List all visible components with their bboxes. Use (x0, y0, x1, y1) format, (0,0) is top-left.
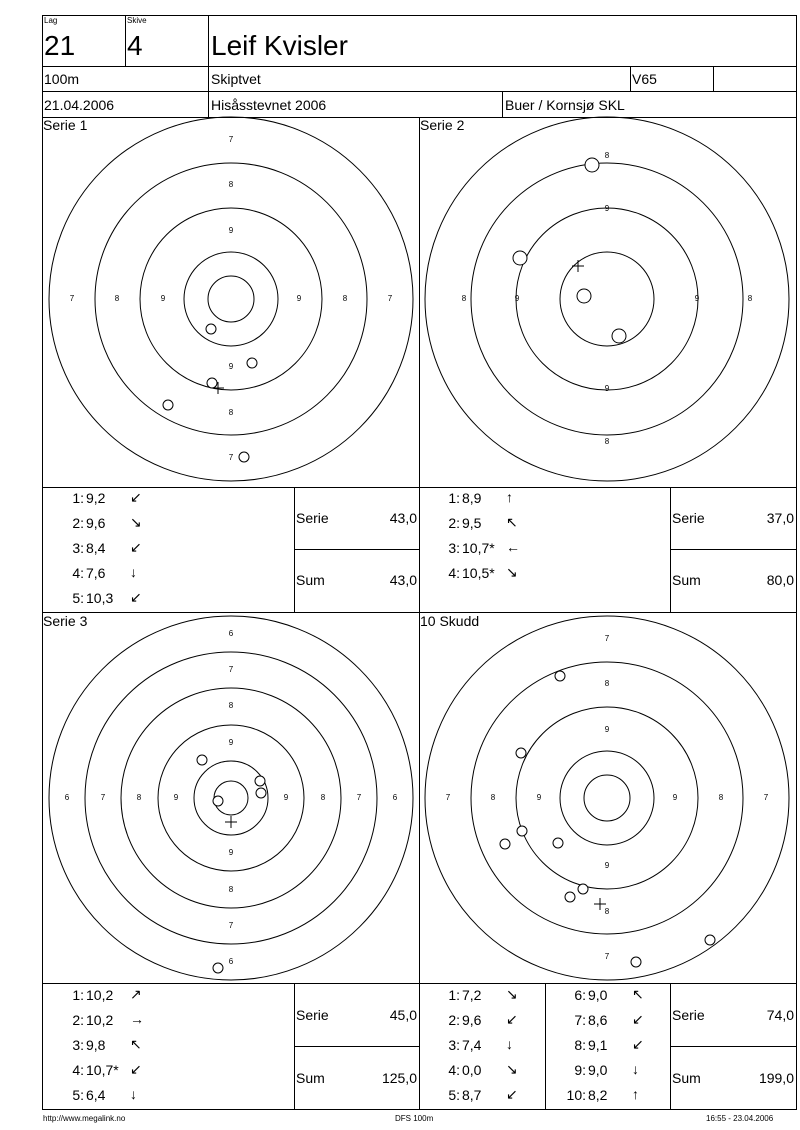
serie1-sum-label: Sum (296, 572, 325, 588)
ring-label: 8 (342, 294, 348, 304)
shot-value: 9,6 (86, 515, 106, 531)
shot-hole (206, 324, 216, 334)
target-ring (184, 252, 278, 346)
shot-direction-arrow-icon: ↗ (130, 986, 142, 1002)
ring-label: 8 (228, 408, 234, 418)
ring-label: 8 (461, 294, 467, 304)
shot-number: 3: (72, 540, 84, 556)
ring-label: 8 (228, 885, 234, 895)
shot-value: 8,2 (588, 1087, 608, 1103)
shot-hole (197, 755, 207, 765)
shot-hole (513, 251, 527, 265)
target-ring (560, 751, 654, 845)
shot-hole (256, 788, 266, 798)
shot-direction-arrow-icon: ↓ (632, 1061, 639, 1077)
ring-label: 6 (392, 793, 398, 803)
ring-label: 8 (490, 793, 496, 803)
10skudd-sum-label: Sum (672, 1070, 701, 1086)
shot-number: 4: (72, 565, 84, 581)
ring-label: 8 (604, 437, 610, 447)
target-ring (425, 616, 789, 980)
shot-direction-arrow-icon: ↘ (506, 1061, 518, 1077)
shot-direction-arrow-icon: ↙ (130, 589, 142, 605)
shot-direction-arrow-icon: ↙ (130, 1061, 142, 1077)
ring-label: 7 (604, 634, 610, 644)
shot-value: 9,1 (588, 1037, 608, 1053)
serie3-sum-label: Sum (296, 1070, 325, 1086)
shot-number: 1: (72, 490, 84, 506)
shot-number: 1: (72, 987, 84, 1003)
target-title-serie3: Serie 3 (43, 613, 88, 629)
shot-direction-arrow-icon: ↙ (506, 1011, 518, 1027)
10skudd-serie-label: Serie (672, 1007, 705, 1023)
shot-direction-arrow-icon: ↙ (130, 489, 142, 505)
shot-number: 5: (72, 1087, 84, 1103)
serie2-serie-value: 37,0 (766, 510, 794, 526)
ring-label: 7 (445, 793, 451, 803)
shot-number: 4: (72, 1062, 84, 1078)
lag-value: 21 (44, 30, 76, 61)
shot-number: 9: (574, 1062, 586, 1078)
target-ring (584, 775, 630, 821)
shot-number: 2: (72, 515, 84, 531)
shot-value: 9,0 (588, 1062, 608, 1078)
ring-label: 9 (604, 384, 610, 394)
shot-hole (565, 892, 575, 902)
target-ring (425, 117, 789, 481)
shot-value: 7,6 (86, 565, 106, 581)
ring-label: 7 (228, 135, 234, 145)
serie3-sum-value: 125,0 (381, 1070, 417, 1086)
shot-number: 2: (72, 1012, 84, 1028)
10skudd-serie-value: 74,0 (766, 1007, 794, 1023)
shot-direction-arrow-icon: ↖ (506, 514, 518, 530)
shot-value: 10,2 (86, 1012, 114, 1028)
shot-direction-arrow-icon: ↙ (506, 1086, 518, 1102)
ring-label: 8 (114, 294, 120, 304)
shot-value: 0,0 (462, 1062, 482, 1078)
shot-hole (213, 796, 223, 806)
ring-label: 8 (604, 151, 610, 161)
class: V65 (632, 71, 657, 87)
shot-hole (577, 289, 591, 303)
serie3-serie-value: 45,0 (389, 1007, 417, 1023)
ring-label: 9 (672, 793, 678, 803)
shot-value: 7,2 (462, 987, 482, 1003)
shot-hole (239, 452, 249, 462)
ring-label: 9 (604, 861, 610, 871)
shot-hole (631, 957, 641, 967)
distance: 100m (44, 71, 80, 87)
target-ring (49, 117, 413, 481)
shot-hole (207, 378, 217, 388)
ring-label: 6 (228, 957, 234, 967)
shooter-name: Leif Kvisler (211, 30, 348, 61)
shot-number: 10: (566, 1087, 586, 1103)
shot-direction-arrow-icon: ↘ (130, 514, 142, 530)
shot-direction-arrow-icon: ↘ (506, 564, 518, 580)
target-ring (471, 662, 743, 934)
target-ring (121, 688, 341, 908)
target-title-serie1: Serie 1 (43, 117, 88, 133)
ring-label: 8 (747, 294, 753, 304)
ring-label: 7 (604, 952, 610, 962)
ring-label: 9 (228, 848, 234, 858)
shot-hole (585, 158, 599, 172)
ring-label: 8 (228, 180, 234, 190)
lag-label: Lag (44, 16, 58, 25)
ring-label: 7 (228, 665, 234, 675)
footer-timestamp: 16:55 - 23.04.2006 (706, 1114, 774, 1123)
ring-label: 7 (69, 294, 75, 304)
shot-value: 8,9 (462, 490, 482, 506)
shot-value: 8,6 (588, 1012, 608, 1028)
date: 21.04.2006 (44, 97, 115, 113)
shot-number: 1: (448, 987, 460, 1003)
target-title-10skudd: 10 Skudd (420, 613, 480, 629)
shot-number: 2: (448, 1012, 460, 1028)
shot-number: 5: (72, 590, 84, 606)
target-ring (85, 652, 377, 944)
shot-number: 3: (448, 1037, 460, 1053)
ring-label: 9 (283, 793, 289, 803)
shot-number: 8: (574, 1037, 586, 1053)
serie1-sum-value: 43,0 (389, 572, 417, 588)
shot-value: 10,5* (462, 565, 495, 581)
shot-direction-arrow-icon: ↙ (130, 539, 142, 555)
shot-direction-arrow-icon: ↙ (632, 1011, 644, 1027)
shot-direction-arrow-icon: ↓ (130, 564, 137, 580)
shot-number: 1: (448, 490, 460, 506)
ring-label: 9 (160, 294, 166, 304)
shot-value: 10,7* (86, 1062, 119, 1078)
shot-value: 9,2 (86, 490, 106, 506)
serie3-serie-label: Serie (296, 1007, 329, 1023)
ring-label: 8 (228, 701, 234, 711)
ring-label: 7 (387, 294, 393, 304)
shot-value: 10,7* (462, 540, 495, 556)
shot-direction-arrow-icon: ↓ (130, 1086, 137, 1102)
target-title-serie2: Serie 2 (420, 117, 465, 133)
shot-hole (578, 884, 588, 894)
ring-label: 6 (228, 629, 234, 639)
ring-label: 9 (694, 294, 700, 304)
ring-label: 8 (604, 907, 610, 917)
shot-hole (517, 826, 527, 836)
ring-label: 7 (763, 793, 769, 803)
shot-value: 9,8 (86, 1037, 106, 1053)
shot-value: 9,0 (588, 987, 608, 1003)
serie2-serie-label: Serie (672, 510, 705, 526)
shot-direction-arrow-icon: ↖ (130, 1036, 142, 1052)
serie1-serie-label: Serie (296, 510, 329, 526)
ring-label: 8 (718, 793, 724, 803)
serie2-sum-value: 80,0 (766, 572, 794, 588)
serie1-serie-value: 43,0 (389, 510, 417, 526)
shot-direction-arrow-icon: ↙ (632, 1036, 644, 1052)
shot-direction-arrow-icon: → (130, 1011, 144, 1027)
shot-number: 4: (448, 565, 460, 581)
ring-label: 9 (604, 204, 610, 214)
footer-url[interactable]: http://www.megalink.no (43, 1114, 126, 1123)
skive-value: 4 (127, 30, 143, 61)
shot-value: 9,5 (462, 515, 482, 531)
shot-value: 6,4 (86, 1087, 106, 1103)
club: Buer / Kornsjø SKL (505, 97, 625, 113)
shot-hole (516, 748, 526, 758)
shot-hole (213, 963, 223, 973)
ring-label: 8 (136, 793, 142, 803)
shot-hole (555, 671, 565, 681)
shot-hole (163, 400, 173, 410)
shot-number: 3: (448, 540, 460, 556)
shot-hole (255, 776, 265, 786)
shot-value: 8,4 (86, 540, 106, 556)
shot-number: 7: (574, 1012, 586, 1028)
ring-label: 9 (173, 793, 179, 803)
target-ring (208, 276, 254, 322)
shot-direction-arrow-icon: ↓ (506, 1036, 513, 1052)
ring-label: 6 (64, 793, 70, 803)
place: Skiptvet (211, 71, 261, 87)
ring-label: 9 (536, 793, 542, 803)
shot-direction-arrow-icon: ↖ (632, 986, 644, 1002)
target-ring (516, 208, 698, 390)
shot-direction-arrow-icon: ↑ (506, 489, 513, 505)
shot-direction-arrow-icon: ↑ (632, 1086, 639, 1102)
shot-number: 2: (448, 515, 460, 531)
ring-label: 9 (228, 226, 234, 236)
ring-label: 7 (228, 453, 234, 463)
shot-number: 4: (448, 1062, 460, 1078)
ring-label: 9 (296, 294, 302, 304)
skive-label: Skive (127, 16, 147, 25)
ring-label: 9 (514, 294, 520, 304)
ring-label: 9 (228, 738, 234, 748)
shot-number: 5: (448, 1087, 460, 1103)
shot-hole (612, 329, 626, 343)
ring-label: 9 (228, 362, 234, 372)
target-ring (95, 163, 367, 435)
shot-number: 6: (574, 987, 586, 1003)
ring-label: 7 (228, 921, 234, 931)
shot-number: 3: (72, 1037, 84, 1053)
shot-hole (247, 358, 257, 368)
ring-label: 7 (100, 793, 106, 803)
shot-value: 8,7 (462, 1087, 482, 1103)
footer-center: DFS 100m (395, 1114, 434, 1123)
shot-hole (705, 935, 715, 945)
shot-hole (553, 838, 563, 848)
shot-value: 9,6 (462, 1012, 482, 1028)
10skudd-sum-value: 199,0 (758, 1070, 794, 1086)
shot-value: 10,2 (86, 987, 114, 1003)
shot-direction-arrow-icon: ↘ (506, 986, 518, 1002)
shot-value: 7,4 (462, 1037, 482, 1053)
ring-label: 8 (320, 793, 326, 803)
ring-label: 9 (604, 725, 610, 735)
shot-hole (500, 839, 510, 849)
shot-value: 10,3 (86, 590, 114, 606)
event: Hisåsstevnet 2006 (211, 97, 327, 113)
serie2-sum-label: Sum (672, 572, 701, 588)
shot-direction-arrow-icon: ← (506, 539, 520, 555)
ring-label: 8 (604, 679, 610, 689)
ring-label: 7 (356, 793, 362, 803)
